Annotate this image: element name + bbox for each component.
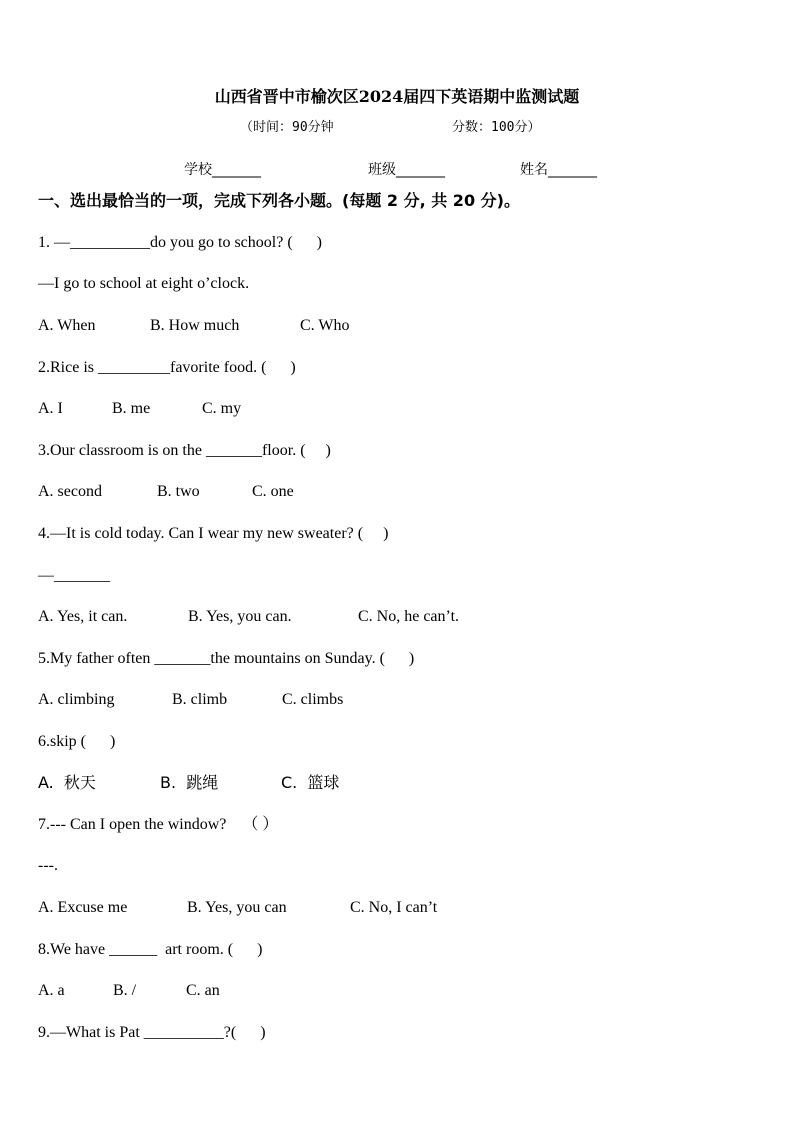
option-b: B. 跳绳: [160, 773, 219, 792]
option-a: A. 秋天: [38, 773, 96, 792]
option-c: C. one: [252, 483, 294, 500]
option-a: A. second: [38, 483, 102, 500]
option-b: B. Yes, you can.: [188, 608, 292, 625]
option-c: C. my: [202, 400, 242, 417]
option-c: C. No, he can’t.: [358, 608, 460, 625]
option-c: C. 篮球: [281, 773, 340, 792]
school-field: 学校_______: [184, 162, 261, 178]
section-heading: 一、选出最恰当的一项，完成下列各小题。(每题 2 分, 共 20 分)。: [38, 191, 520, 210]
option-a: A. When: [38, 317, 96, 334]
option-a: A. climbing: [38, 691, 115, 708]
question-dialogue: ---.: [38, 857, 58, 874]
question-dialogue: —_______: [38, 567, 110, 584]
option-c: C. Who: [300, 317, 350, 334]
question-stem: 5.My father often _______the mountains on Sunday. ( ): [38, 650, 415, 667]
option-b: B. Yes, you can: [187, 899, 287, 916]
exam-title: 山西省晋中市榆次区2024届四下英语期中监测试题: [214, 87, 580, 106]
question-stem: 9.—What is Pat __________?( ): [38, 1024, 266, 1041]
question-stem: 3.Our classroom is on the _______floor. ( ): [38, 442, 331, 459]
option-a: A. Yes, it can.: [38, 608, 128, 625]
option-b: B. climb: [172, 691, 228, 708]
option-a: A. a: [38, 982, 65, 999]
option-a: A. I: [38, 400, 63, 417]
option-c: C. climbs: [282, 691, 344, 708]
question-stem: 4.—It is cold today. Can I wear my new sweater? ( ): [38, 525, 389, 542]
question-stem: 6.skip ( ): [38, 733, 116, 750]
question-stem: 1. —__________do you go to school? ( ): [38, 234, 322, 251]
name-field: 姓名_______: [520, 162, 597, 178]
question-stem: 8.We have ______ art room. ( ): [38, 941, 263, 958]
exam-time: （时间：90分钟: [240, 120, 334, 135]
option-b: B. me: [112, 400, 151, 417]
option-b: B. two: [157, 483, 200, 500]
question-dialogue: —I go to school at eight o’clock.: [38, 275, 250, 292]
option-b: B. /: [113, 982, 137, 999]
question-stem: 2.Rice is _________favorite food. ( ): [38, 359, 296, 376]
option-c: C. No, I can’t: [350, 899, 438, 916]
exam-score: 分数：100分）: [452, 120, 541, 135]
question-stem: 7.--- Can I open the window? （ ）: [38, 816, 279, 833]
option-c: C. an: [186, 982, 220, 999]
option-a: A. Excuse me: [38, 899, 128, 916]
option-b: B. How much: [150, 317, 240, 334]
class-field: 班级_______: [368, 162, 445, 178]
